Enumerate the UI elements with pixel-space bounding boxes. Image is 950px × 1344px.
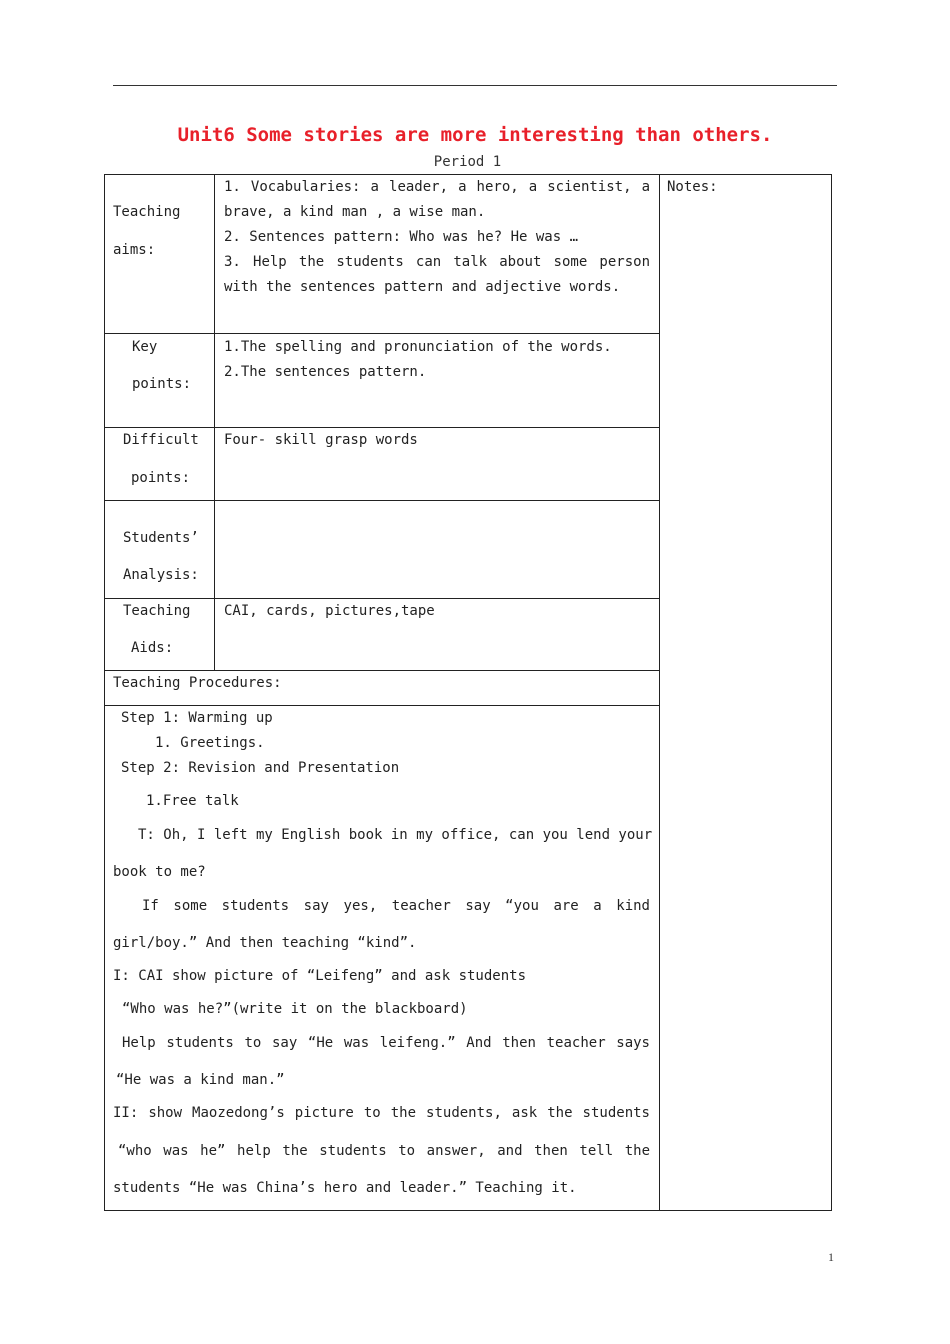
notes-column-divider [659,174,660,1211]
aims-line: 2. Sentences pattern: Who was he? He was … [224,229,579,245]
row-divider [104,500,660,501]
aims-line: brave, a kind man , a wise man. [224,204,486,220]
header-rule [113,85,837,86]
teaching-aids-label-2: Aids: [131,640,174,656]
aims-line: with the sentences pattern and adjective words. [224,279,621,295]
page-number: 1 [828,1250,834,1264]
aims-label-2: aims: [113,242,156,258]
aims-line: 1. Vocabularies: a leader, a hero, a scientist, a [224,179,650,195]
procedure-text: “who was he” help the students to answer, and then tell the [118,1143,650,1159]
teaching-aids-line: CAI, cards, pictures,tape [224,603,435,619]
page-title: Unit6 Some stories are more interesting than others. [177,124,773,146]
procedures-header: Teaching Procedures: [113,675,282,691]
procedure-text: girl/boy.” And then teaching “kind”. [113,935,417,951]
key-points-label-2: points: [132,376,192,392]
procedure-text: II: show Maozedong’s picture to the students, ask the students [113,1105,650,1121]
difficult-points-label-2: points: [131,470,191,486]
difficult-points-label: Difficult [123,432,199,448]
key-points-label: Key [132,339,158,355]
key-points-line: 1.The spelling and pronunciation of the words. [224,339,612,355]
aims-line: 3. Help the students can talk about some person [224,254,650,270]
procedure-text: “He was a kind man.” [116,1072,285,1088]
label-column-divider [214,174,215,670]
procedure-text: Help students to say “He was leifeng.” And then teacher says [122,1035,650,1051]
procedure-step: Step 1: Warming up [121,710,273,726]
difficult-points-line: Four- skill grasp words [224,432,418,448]
students-analysis-label: Students’ [123,530,199,546]
table-border-left [104,174,105,1211]
key-points-line: 2.The sentences pattern. [224,364,427,380]
aims-label: Teaching [113,204,181,220]
notes-label: Notes: [667,179,718,195]
procedure-text: T: Oh, I left my English book in my office, can you lend your [138,827,653,843]
table-border-right [831,174,832,1211]
row-divider [104,333,660,334]
procedure-step: Step 2: Revision and Presentation [121,760,400,776]
procedure-item: 1.Free talk [146,793,239,809]
procedure-text: “Who was he?”(write it on the blackboard) [122,1001,468,1017]
procedure-text: I: CAI show picture of “Leifeng” and ask students [113,968,527,984]
period-label: Period 1 [433,154,502,170]
procedure-item: 1. Greetings. [155,735,265,751]
procedure-text: students “He was China’s hero and leader.” Teaching it. [113,1180,577,1196]
procedure-text: book to me? [113,864,206,880]
procedure-text: If some students say yes, teacher say “you are a kind [142,898,650,914]
teaching-aids-label: Teaching [123,603,191,619]
table-border-bottom [104,1210,832,1211]
students-analysis-label-2: Analysis: [123,567,199,583]
